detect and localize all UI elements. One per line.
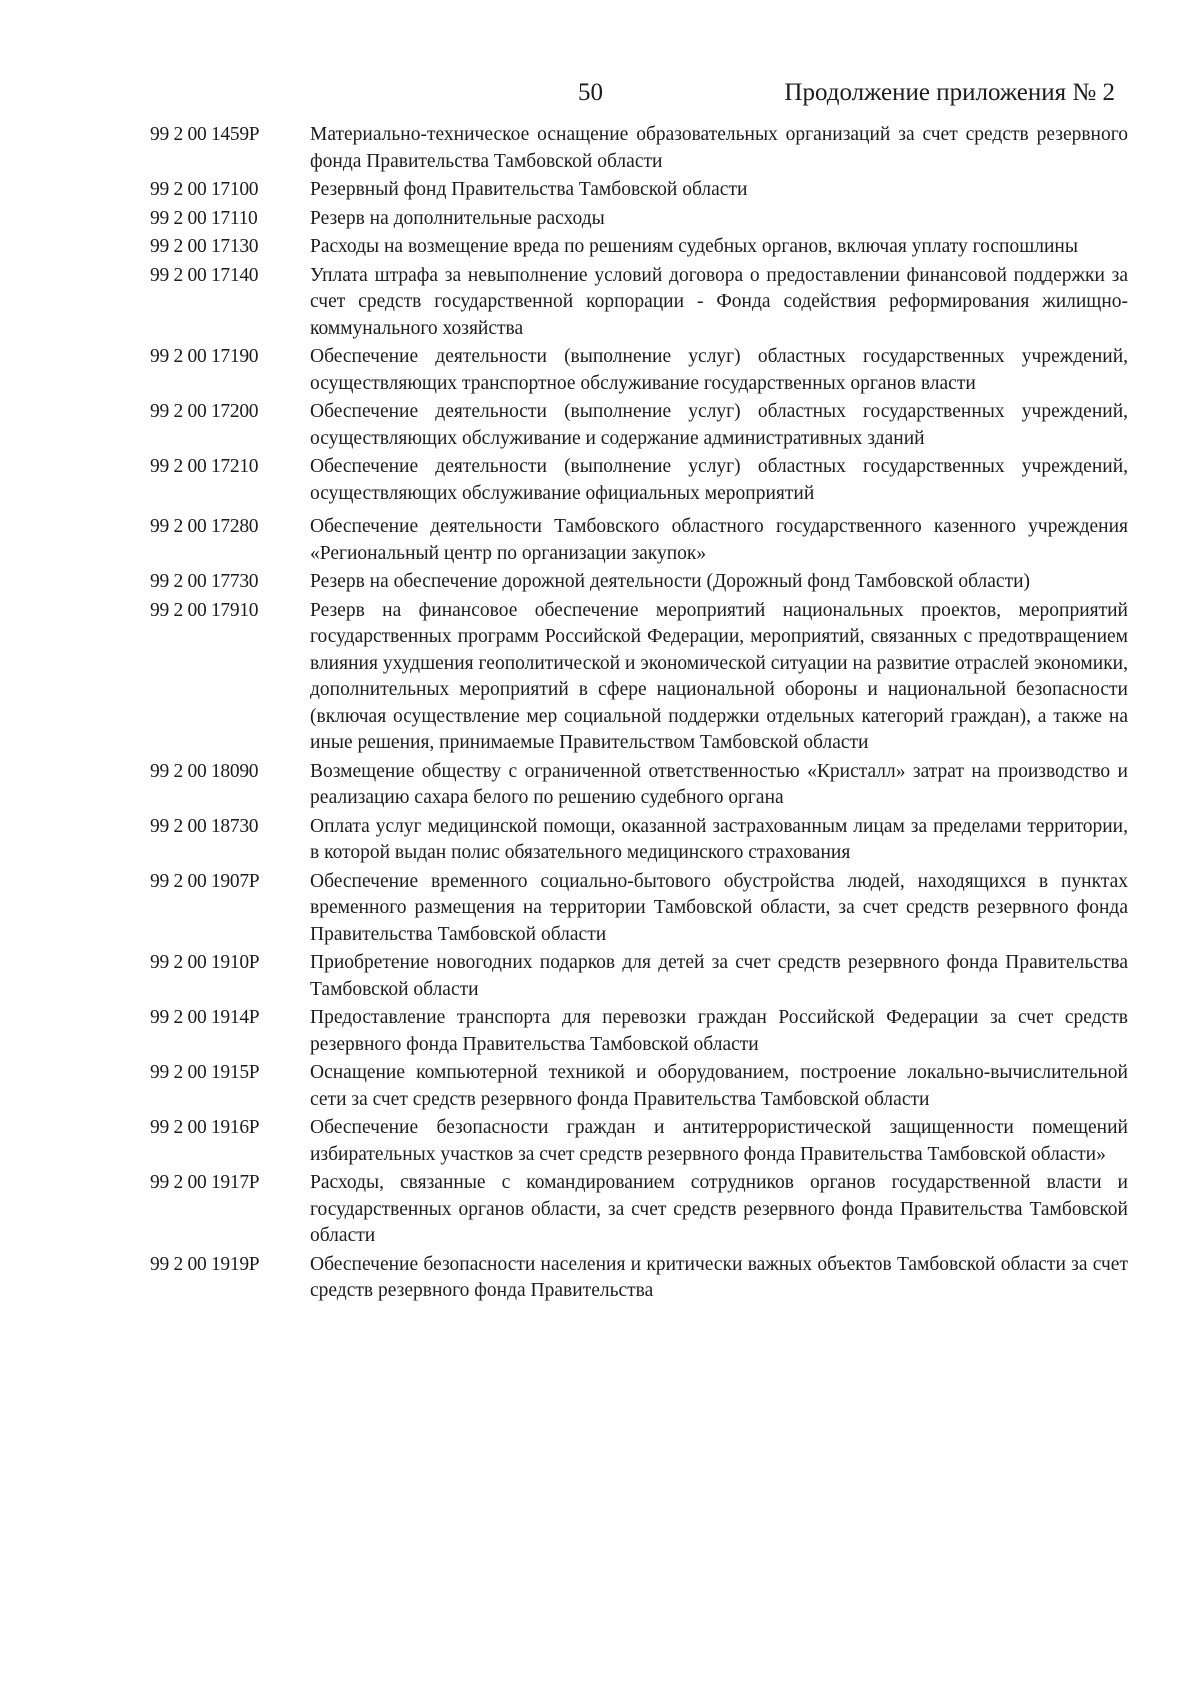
budget-code-description: Предоставление транспорта для перевозки граждан Российской Федерации за счет средств резервного фонда Правительства Тамбовской области — [310, 1007, 1128, 1055]
budget-code-description: Уплата штрафа за невыполнение условий договора о предоставлении финансовой поддержки за счет средств государственной корпорации - Фонда содействия реформирования жилищно-коммунального хозяйства — [310, 264, 1128, 339]
list-item — [150, 1115, 1128, 1168]
budget-code: 99 2 00 17210 — [150, 456, 259, 477]
budget-code-description: Оснащение компьютерной техникой и оборудованием, построение локально-вычислительной сети за счет средств резервного фонда Правительства Тамбовской области — [310, 1062, 1128, 1110]
budget-code-description: Резервный фонд Правительства Тамбовской области — [310, 179, 748, 200]
list-item — [150, 1170, 1128, 1250]
list-item — [150, 1060, 1128, 1113]
budget-code-description: Оплата услуг медицинской помощи, оказанной застрахованным лицам за пределами территории, в которой выдан полис обязательного медицинского страхования — [310, 815, 1128, 863]
page-number: 50 — [578, 79, 603, 106]
list-item — [150, 122, 1128, 175]
page-header — [0, 78, 1200, 118]
budget-code: 99 2 00 18730 — [150, 815, 259, 837]
budget-code-description: Обеспечение временного социально-бытового обустройства людей, находящихся в пунктах временного размещения на территории Тамбовской области, за счет средств резервного фонда Правительства Тамбовской области — [310, 870, 1128, 945]
budget-code: 99 2 00 1919Р — [150, 1253, 260, 1275]
budget-code-description: Обеспечение безопасности населения и критически важных объектов Тамбовской области за счет средств резервного фонда Правительства — [310, 1253, 1128, 1301]
budget-code: 99 2 00 1459Р — [150, 124, 260, 145]
budget-code-list — [150, 122, 1128, 1307]
list-item — [150, 514, 1128, 567]
list-item — [150, 177, 1128, 204]
list-item — [150, 950, 1128, 1003]
budget-code: 99 2 00 1914Р — [150, 1007, 260, 1028]
budget-code-description: Обеспечение безопасности граждан и антитеррористической защищенности помещений избирательных участков за счет средств резервного фонда Правительства Тамбовской области» — [310, 1117, 1128, 1165]
budget-code: 99 2 00 18090 — [150, 760, 259, 782]
list-item — [150, 263, 1128, 343]
budget-code: 99 2 00 1910Р — [150, 952, 260, 973]
appendix-continuation-title: Продолжение приложения № 2 — [784, 79, 1115, 106]
budget-code-description: Обеспечение деятельности (выполнение услуг) областных государственных учреждений, осуществляющих обслуживание официальных мероприятий — [310, 456, 1128, 504]
list-item — [150, 1005, 1128, 1058]
budget-code-description: Расходы на возмещение вреда по решениям судебных органов, включая уплату госпошлины — [310, 236, 1078, 257]
budget-code-description: Обеспечение деятельности (выполнение услуг) областных государственных учреждений, осуществляющих транспортное обслуживание государственных органов власти — [310, 346, 1128, 394]
budget-code: 99 2 00 1915Р — [150, 1062, 260, 1083]
budget-code: 99 2 00 17100 — [150, 179, 259, 200]
budget-code-description: Приобретение новогодних подарков для детей за счет средств резервного фонда Правительства Тамбовской области — [310, 952, 1128, 1000]
budget-code-description: Обеспечение деятельности Тамбовского областного государственного казенного учреждения «Региональный центр по организации закупок» — [310, 516, 1128, 564]
budget-code: 99 2 00 1916Р — [150, 1117, 260, 1138]
budget-code: 99 2 00 17110 — [150, 207, 258, 229]
budget-code: 99 2 00 17140 — [150, 264, 259, 286]
budget-code: 99 2 00 17910 — [150, 599, 259, 621]
list-item — [150, 344, 1128, 397]
budget-code: 99 2 00 17730 — [150, 571, 259, 592]
list-item — [150, 598, 1128, 757]
budget-code: 99 2 00 17130 — [150, 236, 259, 257]
budget-code-description: Резерв на обеспечение дорожной деятельности (Дорожный фонд Тамбовской области) — [310, 571, 1031, 592]
budget-code-description: Материально-техническое оснащение образовательных организаций за счет средств резервного фонда Правительства Тамбовской области — [310, 124, 1128, 172]
list-item — [150, 399, 1128, 452]
budget-code-description: Обеспечение деятельности (выполнение услуг) областных государственных учреждений, осуществляющих обслуживание и содержание административных зданий — [310, 401, 1128, 449]
budget-code: 99 2 00 17200 — [150, 401, 259, 422]
list-item — [150, 206, 1128, 233]
budget-code: 99 2 00 1907Р — [150, 870, 260, 892]
budget-code: 99 2 00 17190 — [150, 346, 259, 367]
budget-code: 99 2 00 1917Р — [150, 1172, 260, 1193]
list-item — [150, 814, 1128, 867]
budget-code: 99 2 00 17280 — [150, 516, 259, 537]
list-item — [150, 454, 1128, 507]
budget-code-description: Резерв на финансовое обеспечение мероприятий национальных проектов, мероприятий государственных программ Российской Федерации, мероприятий, связанных с предотвращением влияния ухудшения геополитической и экономической ситуации на развитие отраслей экономики, дополнительных мероприятий в сфере национальной обороны и национальной безопасности (включая осуществление мер социальной поддержки отдельных категорий граждан), а также на иные решения, принимаемые Правительством Тамбовской области — [310, 599, 1128, 753]
list-item — [150, 759, 1128, 812]
list-item — [150, 569, 1128, 596]
list-item — [150, 869, 1128, 949]
budget-code-description: Расходы, связанные с командированием сотрудников органов государственной власти и государственных органов области, за счет средств резервного фонда Правительства Тамбовской области — [310, 1172, 1128, 1246]
budget-code-description: Резерв на дополнительные расходы — [310, 207, 605, 229]
list-item — [150, 234, 1128, 261]
list-item — [150, 1252, 1128, 1305]
budget-code-description: Возмещение обществу с ограниченной ответственностью «Кристалл» затрат на производство и реализацию сахара белого по решению судебного органа — [310, 760, 1128, 808]
